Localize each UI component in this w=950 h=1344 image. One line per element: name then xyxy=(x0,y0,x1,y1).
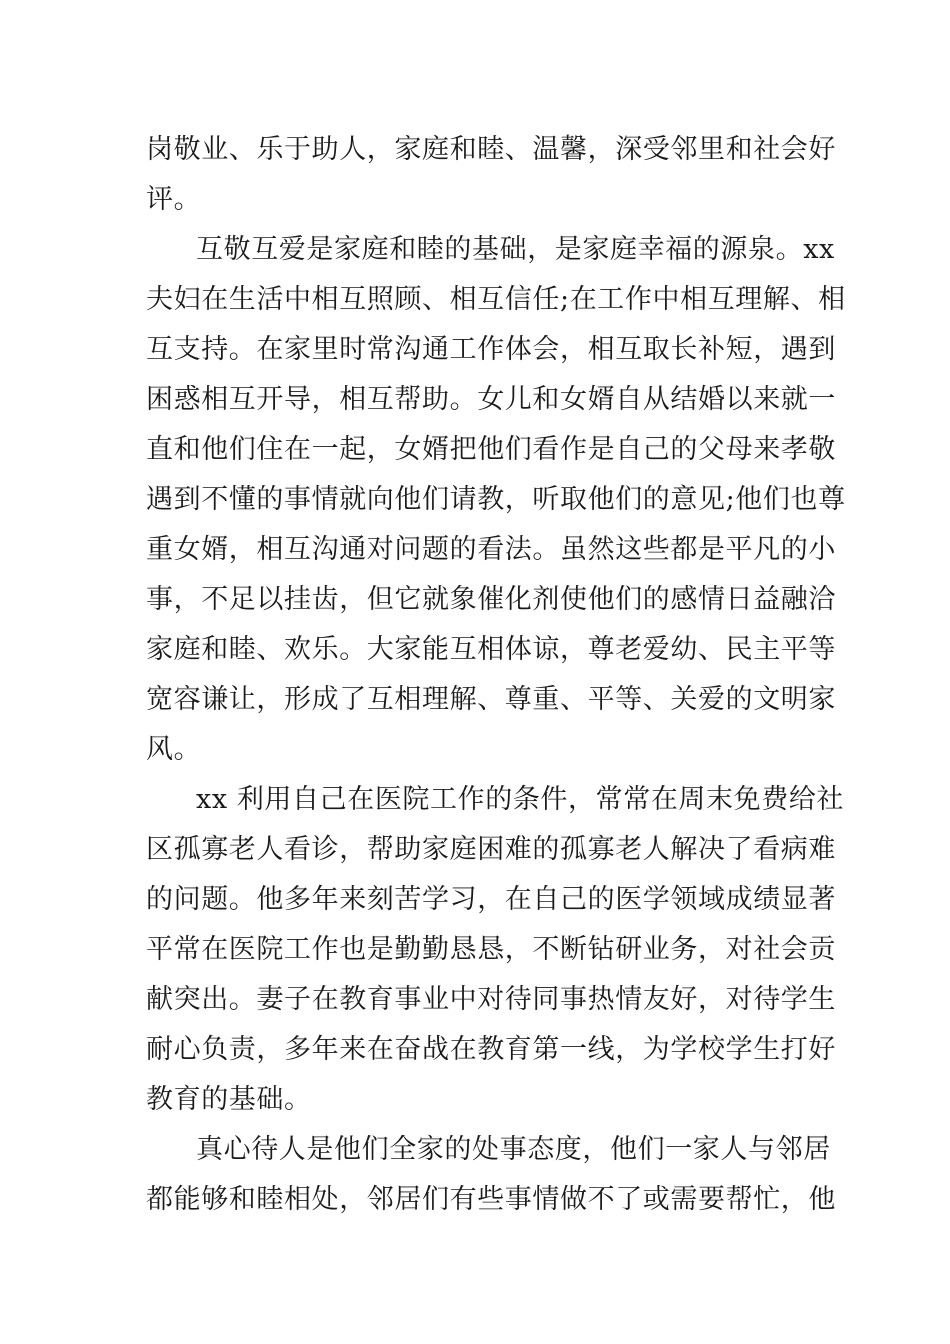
text-line: 互支持。在家里时常沟通工作体会，相互取长补短，遇到 xyxy=(146,334,836,365)
text-line: 困惑相互开导，相互帮助。女儿和女婿自从结婚以来就一 xyxy=(146,384,836,415)
text-line: 真心待人是他们全家的处事态度，他们一家人与邻居 xyxy=(196,1134,831,1165)
text-line: 耐心负责，多年来在奋战在教育第一线，为学校学生打好 xyxy=(146,1034,836,1065)
text-line: 区孤寡老人看诊，帮助家庭困难的孤寡老人解决了看病难 xyxy=(146,834,836,865)
text-line: 评。 xyxy=(146,184,202,215)
text-line: 遇到不懂的事情就向他们请教，听取他们的意见;他们也尊 xyxy=(146,484,846,515)
text-line: 宽容谦让，形成了互相理解、尊重、平等、关爱的文明家 xyxy=(146,684,836,715)
text-line: 教育的基础。 xyxy=(146,1084,312,1115)
text-line: 都能够和睦相处，邻居们有些事情做不了或需要帮忙，他 xyxy=(146,1184,836,1215)
text-line: xx 利用自己在医院工作的条件，常常在周末免费给社 xyxy=(196,784,845,815)
text-line: 岗敬业、乐于助人，家庭和睦、温馨，深受邻里和社会好 xyxy=(146,134,836,165)
text-line: 平常在医院工作也是勤勤恳恳，不断钻研业务，对社会贡 xyxy=(146,934,836,965)
text-line: 互敬互爱是家庭和睦的基础，是家庭幸福的源泉。xx xyxy=(196,234,835,265)
text-line: 的问题。他多年来刻苦学习，在自己的医学领域成绩显著 xyxy=(146,884,836,915)
text-line: 献突出。妻子在教育事业中对待同事热情友好，对待学生 xyxy=(146,984,836,1015)
text-line: 重女婿，相互沟通对问题的看法。虽然这些都是平凡的小 xyxy=(146,534,836,565)
text-line: 直和他们住在一起，女婿把他们看作是自己的父母来孝敬 xyxy=(146,434,836,465)
text-line: 事，不足以挂齿，但它就象催化剂使他们的感情日益融洽 xyxy=(146,584,836,615)
text-line: 风。 xyxy=(146,734,202,765)
text-line: 夫妇在生活中相互照顾、相互信任;在工作中相互理解、相 xyxy=(146,284,846,315)
text-line: 家庭和睦、欢乐。大家能互相体谅，尊老爱幼、民主平等 xyxy=(146,634,836,665)
